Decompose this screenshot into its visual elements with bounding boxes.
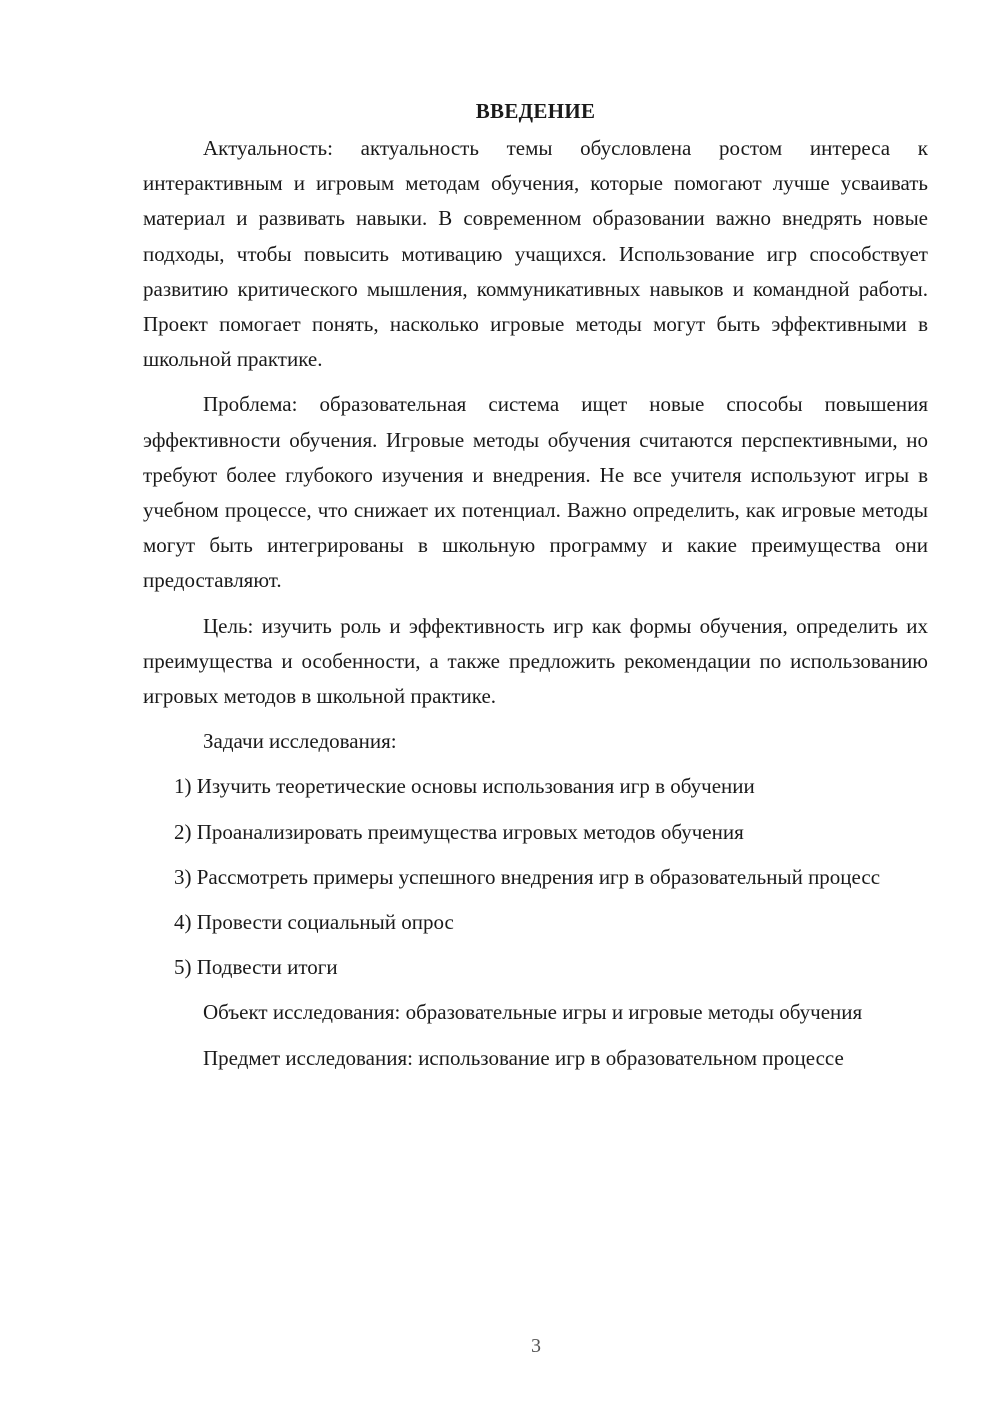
task-item-1: 1) Изучить теоретические основы использования игр в обучении [174,774,755,799]
task-item-4: 4) Провести социальный опрос [174,910,454,935]
task-item-3: 3) Рассмотреть примеры успешного внедрения игр в образовательный процесс [174,864,881,889]
subject-paragraph: Предмет исследования: использование игр в образовательном процессе [203,1045,844,1070]
object-paragraph: Объект исследования: образовательные игры и игровые методы обучения [203,1000,863,1025]
page-number: 3 [531,1335,541,1357]
tasks-heading: Задачи исследования: [203,729,397,754]
section-title: ВВЕДЕНИЕ [475,99,596,123]
problem-paragraph: Проблема: образовательная система ищет новые способы повышения эффективности обучения. Игровые методы обучения считаются перспективными, но требуют более глубокого изучения и внедрения. Не все учителя используют игры в учебном процессе, что снижает их потенциал. Важно определить, как игровые методы могут быть интегрированы в школьную программу и какие преимущества они предоставляют. [143,392,928,593]
task-item-2: 2) Проанализировать преимущества игровых методов обучения [174,819,744,844]
relevance-paragraph: Актуальность: актуальность темы обусловлена ростом интереса к интерактивным и игровым методам обучения, которые помогают лучше усваивать материал и развивать навыки. В современном образовании важно внедрять новые подходы, чтобы повысить мотивацию учащихся. Использование игр способствует развитию критического мышления, коммуникативных навыков и командной работы. Проект помогает понять, насколько игровые методы могут быть эффективными в школьной практике. [143,136,928,372]
goal-paragraph: Цель: изучить роль и эффективность игр как формы обучения, определить их преимущества и особенности, а также предложить рекомендации по использованию игровых методов в школьной практике. [143,613,928,709]
document-page [143,96,928,1086]
task-item-5: 5) Подвести итоги [174,955,338,980]
